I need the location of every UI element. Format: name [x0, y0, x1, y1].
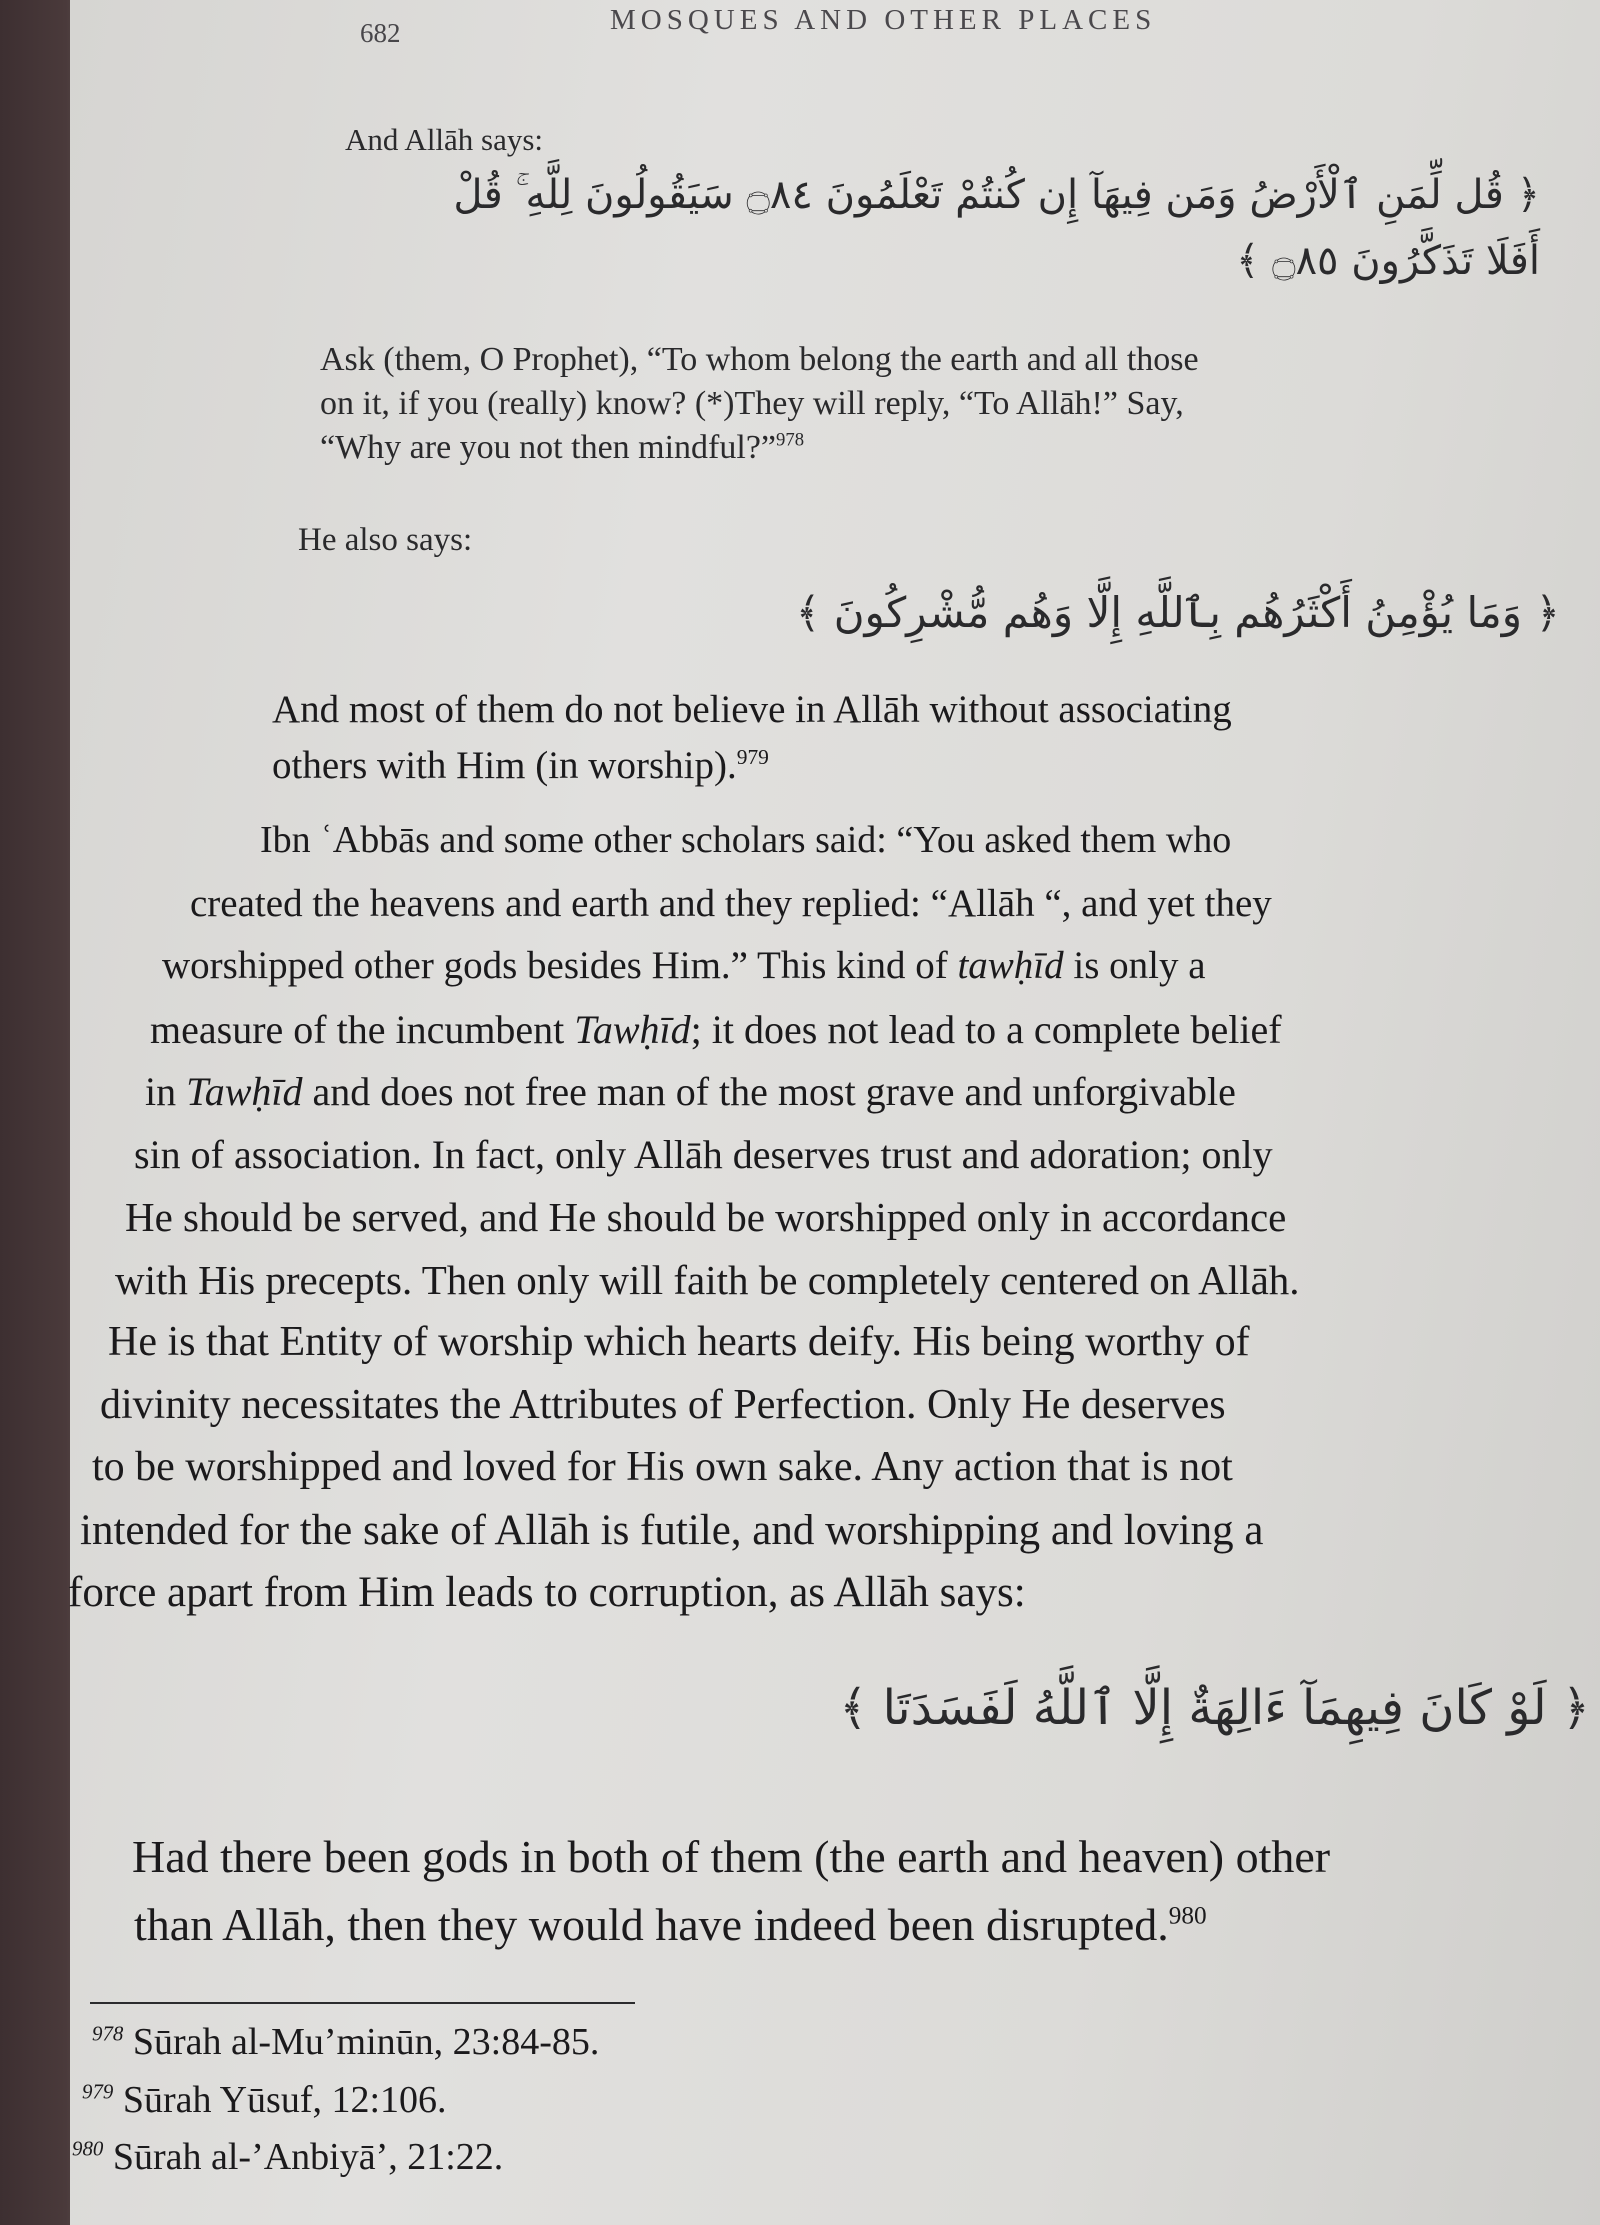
body-line-13: force apart from Him leads to corruption, as Allāh says: — [68, 1569, 1026, 1616]
footnote-number: 978 — [92, 2021, 124, 2046]
footnote-text: Sūrah al-’Anbiyā’, 21:22. — [103, 2136, 504, 2178]
translation-2-line-2: others with Him (in worship). — [272, 744, 737, 787]
body-line-5 — [145, 1068, 1236, 1115]
body-line-4 — [150, 1006, 1282, 1053]
translation-2 — [272, 682, 1232, 794]
running-title: MOSQUES AND OTHER PLACES — [610, 4, 1157, 36]
footnote-number: 979 — [82, 2079, 114, 2104]
translation-1-line-2: on it, if you (really) know? (*)They will reply, “To Allāh!” Say, — [320, 385, 1184, 422]
footnote-ref-980[interactable]: 980 — [1168, 1901, 1207, 1930]
footnote-separator — [90, 2002, 635, 2004]
body-line-10: divinity necessitates the Attributes of Perfection. Only He deserves — [100, 1381, 1226, 1428]
body-line-12: intended for the sake of Allāh is futile, and worshipping and loving a — [80, 1506, 1264, 1554]
quran-verse-1-line-1: ﴿ قُل لِّمَنِ ٱلْأَرْضُ وَمَن فِيهَآ إِن كُنتُمْ تَعْلَمُونَ ۝٨٤ سَيَقُولُونَ لِلَّهِ ۚ قُلْ — [453, 172, 1540, 218]
body-line-11: to be worshipped and loved for His own sake. Any action that is not — [92, 1444, 1233, 1490]
body-line-segment: is only a — [1063, 944, 1206, 987]
footnote-number: 980 — [72, 2136, 104, 2161]
body-line-segment: worshipped other gods besides Him.” This kind of — [162, 944, 958, 987]
page-number: 682 — [360, 18, 401, 48]
footnote-ref-978[interactable]: 978 — [776, 429, 805, 451]
body-line-1: Ibn ʿAbbās and some other scholars said: “You asked them who — [260, 819, 1232, 861]
translation-1 — [320, 338, 1199, 470]
footnote-text: Sūrah al-Mu’minūn, 23:84-85. — [123, 2021, 600, 2063]
body-line-6: sin of association. In fact, only Allāh deserves trust and adoration; only — [134, 1131, 1273, 1177]
footnote-978 — [92, 2020, 599, 2064]
body-line-8: with His precepts. Then only will faith be completely centered on Allāh. — [115, 1256, 1300, 1303]
footnote-ref-979[interactable]: 979 — [736, 745, 769, 769]
footnote-980 — [72, 2135, 503, 2179]
intro-he-also-says: He also says: — [298, 522, 473, 558]
body-line-9: He is that Entity of worship which hearts deify. His being worthy of — [108, 1319, 1250, 1365]
footnote-979 — [82, 2078, 447, 2122]
translation-3-line-2: than Allāh, then they would have indeed been disrupted. — [134, 1899, 1169, 1950]
translation-1-line-3: “Why are you not then mindful?” — [320, 429, 777, 466]
book-page — [70, 0, 1600, 2225]
translation-3 — [132, 1823, 1330, 1959]
body-line-segment: measure of the incumbent — [150, 1006, 575, 1052]
body-line-segment: in — [145, 1069, 187, 1114]
translation-3-line-1: Had there been gods in both of them (the earth and heaven) other — [132, 1831, 1331, 1882]
body-line-7: He should be served, and He should be worshipped only in accordance — [125, 1194, 1287, 1240]
quran-verse-1-line-2: أَفَلَا تَذَكَّرُونَ ۝٨٥ ﴾ — [1235, 238, 1540, 284]
intro-allah-says: And Allāh says: — [345, 122, 544, 157]
translation-2-line-1: And most of them do not believe in Allāh without associating — [272, 688, 1232, 731]
quran-verse-3: ﴿ لَوْ كَانَ فِيهِمَآ ءَالِهَةٌ إِلَّا ٱللَّهُ لَفَسَدَتَا ﴾ — [839, 1680, 1590, 1736]
body-line-italic-term: Tawḥīd — [186, 1069, 303, 1114]
body-line-2: created the heavens and earth and they replied: “Allāh “, and yet they — [190, 881, 1272, 925]
translation-1-line-1: Ask (them, O Prophet), “To whom belong the earth and all those — [320, 341, 1199, 378]
quran-verse-2: ﴿ وَمَا يُؤْمِنُ أَكْثَرُهُم بِٱللَّهِ إِلَّا وَهُم مُّشْرِكُونَ ﴾ — [795, 588, 1560, 637]
body-line-segment: and does not free man of the most grave and unforgivable — [302, 1069, 1236, 1114]
body-line-segment: ; it does not lead to a complete belief — [690, 1006, 1282, 1052]
body-line-italic-term: tawḥīd — [957, 944, 1064, 987]
body-line-3 — [162, 943, 1206, 988]
footnote-text: Sūrah Yūsuf, 12:106. — [113, 2079, 447, 2121]
body-line-italic-term: Tawḥīd — [574, 1006, 691, 1052]
